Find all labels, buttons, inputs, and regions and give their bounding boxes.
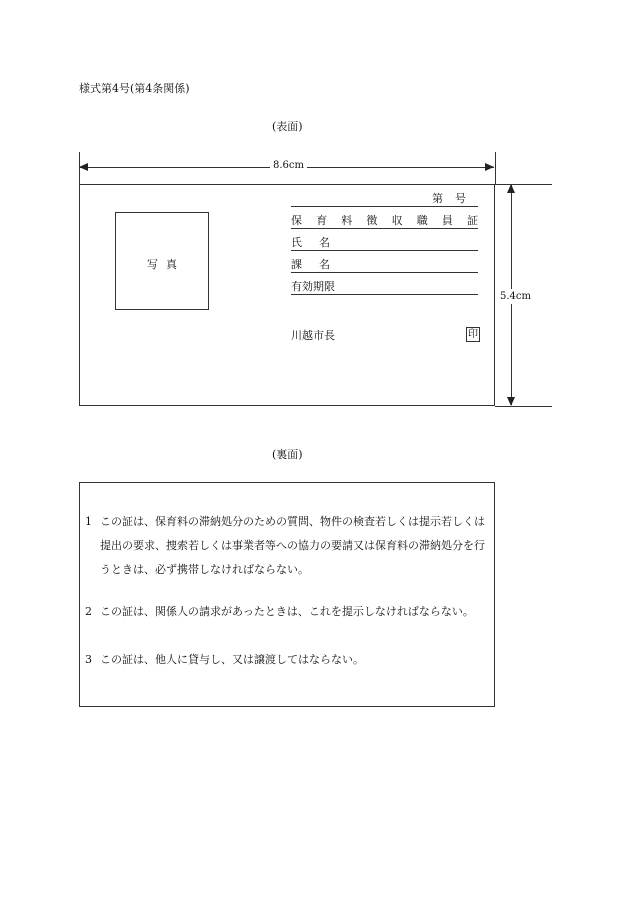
card-number-label: 第号 xyxy=(432,192,478,205)
dimension-top-line xyxy=(495,184,552,185)
note-text: この証は、他人に貸与し、又は譲渡してはならない。 xyxy=(100,653,364,666)
name-field: 氏名 xyxy=(291,236,478,251)
dimension-right-line xyxy=(495,152,496,184)
issuer-label: 川越市長 xyxy=(291,329,335,342)
note-number: 1 xyxy=(85,515,92,528)
note-number: 3 xyxy=(85,653,92,666)
card-title-char: 徴 xyxy=(366,214,378,227)
note-item xyxy=(85,510,495,582)
card-title-char: 料 xyxy=(341,214,353,227)
form-number: 様式第4号(第4条関係) xyxy=(79,82,190,95)
note-item xyxy=(85,648,495,672)
card-title-char: 保 xyxy=(291,214,302,227)
dimension-bottom-line xyxy=(495,406,552,407)
arrow-up-icon xyxy=(507,184,515,193)
height-label: 5.4cm xyxy=(500,291,531,302)
seal-icon: 印 xyxy=(468,329,478,340)
section-field: 課名 xyxy=(291,258,478,273)
note-number: 2 xyxy=(85,605,92,618)
card-title-char: 員 xyxy=(441,214,453,227)
arrow-down-icon xyxy=(507,397,515,406)
note-item xyxy=(85,600,495,624)
arrow-right-icon xyxy=(485,163,494,171)
note-text: この証は、保育料の滞納処分のための質問、物件の検査若しくは提示若しくは提出の要求、捜索若しくは事業者等への協力の要請又は保育料の滞納処分を行うときは、必ず携帯しなければならない。 xyxy=(100,515,485,576)
width-label: 8.6cm xyxy=(270,160,307,171)
back-caption: (裏面) xyxy=(272,448,303,461)
note-text: この証は、関係人の請求があったときは、これを提示しなければならない。 xyxy=(100,605,474,618)
arrow-left-icon xyxy=(79,163,88,171)
photo-label: 写真 xyxy=(147,258,185,271)
card-title xyxy=(291,214,478,229)
card-title-char: 育 xyxy=(316,214,328,227)
card-title-char: 証 xyxy=(466,214,478,227)
card-title-char: 収 xyxy=(391,214,403,227)
front-caption: (表面) xyxy=(272,120,303,133)
card-number-field xyxy=(291,192,478,207)
expiry-field: 有効期限 xyxy=(291,280,478,295)
card-title-char: 職 xyxy=(416,214,428,227)
